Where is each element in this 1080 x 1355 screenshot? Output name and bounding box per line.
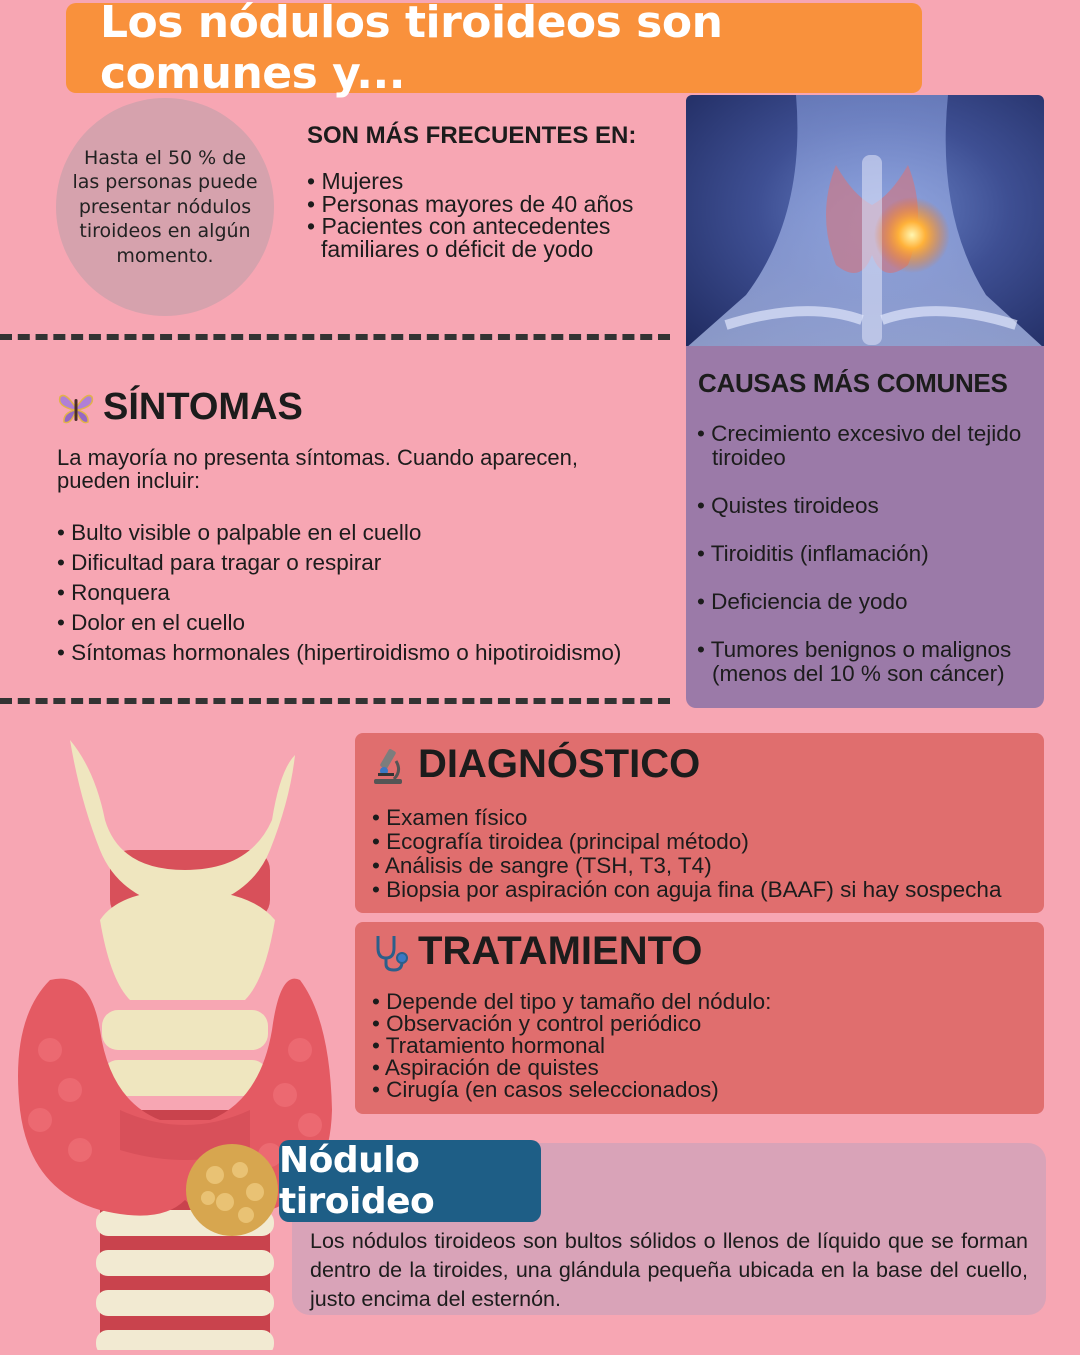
list-item: • Dificultad para tragar o respirar: [57, 550, 382, 575]
list-item: • Observación y control periódico: [372, 1011, 702, 1036]
list-item: • Tratamiento hormonal: [372, 1033, 605, 1058]
page-title: Los nódulos tiroideos son comunes y...: [100, 0, 723, 99]
diagnosis-title: DIAGNÓSTICO: [418, 742, 701, 786]
causes-heading: CAUSAS MÁS COMUNES: [698, 368, 1008, 398]
frequent-list: [307, 170, 661, 260]
symptoms-title: SÍNTOMAS: [103, 386, 303, 428]
list-item: • Mujeres: [307, 168, 404, 194]
stat-text: Hasta el 50 % de las personas puede presentar nódulos tiroideos en algún momento.: [72, 146, 258, 267]
definition-text: Los nódulos tiroideos son bultos sólidos o llenos de líquido que se forman dentro de la tiroides, una glándula pequeña ubicada en la base del cuello, justo encima del esternón.: [310, 1229, 1028, 1311]
stat-circle: [56, 98, 274, 316]
list-item: • Análisis de sangre (TSH, T3, T4): [372, 853, 712, 878]
list-item: • Deficiencia de yodo: [697, 589, 908, 614]
thyroid-xray-image: [686, 95, 1044, 348]
list-item: • Bulto visible o palpable en el cuello: [57, 520, 422, 545]
list-item: • Depende del tipo y tamaño del nódulo:: [372, 989, 772, 1014]
list-item: • Crecimiento excesivo del tejido tiroideo: [697, 421, 1022, 470]
symptoms-heading: [57, 386, 303, 429]
definition-tag-label: Nódulo tiroideo: [279, 1140, 435, 1222]
list-item: • Tiroiditis (inflamación): [697, 541, 929, 566]
list-item: • Síntomas hormonales (hipertiroidismo o hipotiroidismo): [57, 640, 622, 665]
treatment-list: [372, 991, 771, 1101]
dashed-divider: [0, 698, 670, 704]
list-item: • Biopsia por aspiración con aguja fina (BAAF) si hay sospecha: [372, 877, 1002, 902]
symptoms-list: [57, 518, 621, 668]
frequent-heading: SON MÁS FRECUENTES EN:: [307, 122, 637, 149]
diagnosis-list: [372, 806, 1001, 902]
list-item: • Examen físico: [372, 805, 528, 830]
list-item: • Aspiración de quistes: [372, 1055, 599, 1080]
diagnosis-heading: [372, 742, 700, 787]
stethoscope-icon: [372, 932, 410, 972]
list-item: • Dolor en el cuello: [57, 610, 245, 635]
list-item: • Ecografía tiroidea (principal método): [372, 829, 749, 854]
treatment-heading: [372, 929, 702, 974]
microscope-icon: [372, 745, 406, 785]
list-item: • Personas mayores de 40 años: [307, 190, 634, 217]
list-item: • Cirugía (en casos seleccionados): [372, 1077, 719, 1102]
list-item: • Quistes tiroideos: [697, 493, 879, 518]
symptoms-intro: La mayoría no presenta síntomas. Cuando aparecen, pueden incluir:: [57, 445, 578, 493]
list-item: • Ronquera: [57, 580, 170, 605]
dashed-divider: [0, 334, 670, 340]
definition-tag: [279, 1140, 541, 1222]
treatment-title: TRATAMIENTO: [418, 929, 703, 973]
title-banner: [66, 0, 922, 99]
butterfly-icon: [57, 389, 95, 427]
list-item: • Tumores benignos o malignos (menos del 10 % son cáncer): [697, 637, 1012, 686]
list-item: • Pacientes con antecedentes familiares o déficit de yodo: [307, 213, 611, 262]
